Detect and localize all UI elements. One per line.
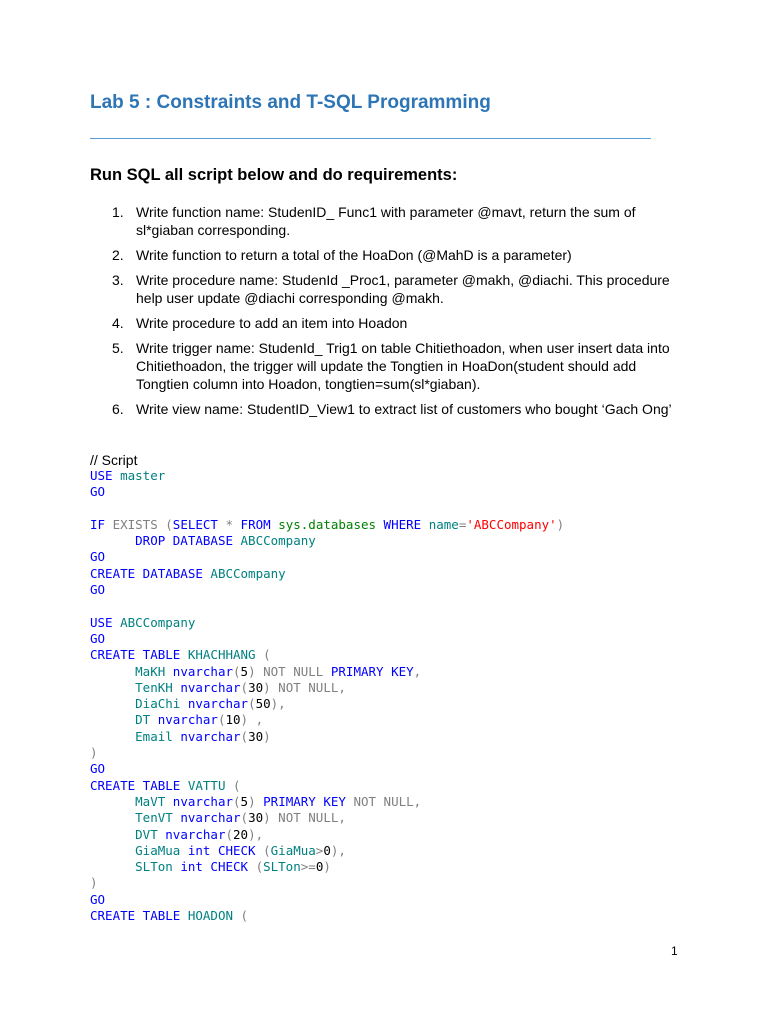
code-token: PRIMARY KEY xyxy=(263,793,354,809)
code-token: ( xyxy=(240,810,249,826)
code-token xyxy=(90,680,135,695)
code-token: name xyxy=(428,516,459,532)
list-item xyxy=(90,400,690,418)
code-token: 30 xyxy=(248,728,264,744)
code-line xyxy=(90,582,710,598)
code-token: ( xyxy=(233,793,241,809)
code-token: ) , xyxy=(240,712,264,728)
code-token: = xyxy=(458,516,467,532)
code-token: ( xyxy=(225,826,234,842)
code-token: TenVT xyxy=(135,810,181,826)
code-token: nvarchar xyxy=(172,793,234,809)
code-token: nvarchar xyxy=(180,679,241,695)
code-token: WHERE xyxy=(383,516,429,532)
title-divider xyxy=(90,138,651,139)
code-token: ( xyxy=(255,859,264,875)
code-token: MaVT xyxy=(135,793,173,809)
code-line xyxy=(90,647,710,663)
code-token: 5 xyxy=(240,793,249,809)
list-item-text: Write function to return a total of the HoaDon (@MahD is a parameter) xyxy=(136,247,572,263)
code-token: ( xyxy=(240,908,249,924)
code-token: 30 xyxy=(248,679,264,695)
code-token: sys.databases xyxy=(278,516,384,532)
code-token: ), xyxy=(330,842,346,858)
code-token: CREATE DATABASE xyxy=(90,565,211,581)
code-line xyxy=(90,566,710,582)
code-token: ( xyxy=(233,777,241,793)
code-token: nvarchar xyxy=(157,712,218,728)
code-token: ) NOT NULL, xyxy=(263,679,346,695)
code-token xyxy=(90,712,135,727)
list-number: 6. xyxy=(112,401,124,417)
code-line xyxy=(90,615,710,631)
code-token: GiaMua xyxy=(270,842,316,858)
code-token xyxy=(90,729,135,744)
code-line xyxy=(90,794,710,810)
code-token: EXISTS ( xyxy=(112,516,173,532)
code-line xyxy=(90,468,710,484)
code-line xyxy=(90,859,710,875)
code-token: ) NOT NULL xyxy=(248,663,331,679)
code-token: SLTon xyxy=(135,859,181,875)
list-number: 1. xyxy=(112,204,124,220)
code-line xyxy=(90,549,710,565)
list-number: 5. xyxy=(112,340,124,356)
code-token: HOADON xyxy=(187,908,241,924)
code-token: ( xyxy=(217,712,226,728)
code-line xyxy=(90,729,710,745)
code-token: CREATE TABLE xyxy=(90,647,188,663)
code-line xyxy=(90,908,710,924)
code-token: GO xyxy=(90,484,106,500)
list-item xyxy=(90,314,690,332)
code-token: DVT xyxy=(135,826,166,842)
code-token xyxy=(90,664,135,679)
code-token: GO xyxy=(90,549,106,565)
code-token: GO xyxy=(90,582,106,598)
code-line xyxy=(90,533,710,549)
code-token: ( xyxy=(240,679,249,695)
code-token: ( xyxy=(263,647,271,663)
code-token: ABCCompany xyxy=(240,533,316,549)
sql-code-block xyxy=(90,468,710,924)
code-token: GO xyxy=(90,891,106,907)
code-token: ( xyxy=(240,728,249,744)
code-token: * xyxy=(225,516,241,532)
code-line xyxy=(90,598,710,614)
code-token: nvarchar xyxy=(165,826,226,842)
list-item-text: Write procedure to add an item into Hoadon xyxy=(136,315,408,331)
code-token: TenKH xyxy=(135,679,181,695)
code-line xyxy=(90,875,710,891)
code-token: KHACHHANG xyxy=(187,647,264,663)
code-token: GiaMua xyxy=(135,842,188,858)
code-token: MaKH xyxy=(135,663,173,679)
code-token: GO xyxy=(90,630,106,646)
page-number: 1 xyxy=(671,944,678,958)
code-token xyxy=(90,859,135,874)
code-token: 0 xyxy=(315,859,324,875)
code-token: IF xyxy=(90,516,113,532)
code-token: DT xyxy=(135,712,158,728)
code-line xyxy=(90,827,710,843)
code-line xyxy=(90,517,710,533)
code-line xyxy=(90,484,710,500)
code-token: SLTon xyxy=(263,859,301,875)
code-token: master xyxy=(120,468,166,483)
code-token xyxy=(90,794,135,809)
list-item xyxy=(90,339,690,393)
code-token: ) xyxy=(323,859,331,875)
code-token: int CHECK xyxy=(187,842,264,858)
code-token xyxy=(90,696,135,711)
code-token: nvarchar xyxy=(187,696,249,712)
list-item-text: Write procedure name: StudenId _Proc1, parameter @makh, @diachi. This procedure help user update @diachi corresponding @makh. xyxy=(136,272,670,306)
code-token: 5 xyxy=(240,663,249,679)
code-line xyxy=(90,696,710,712)
code-token: ), xyxy=(270,696,286,712)
code-token: CREATE TABLE xyxy=(90,908,188,924)
code-line xyxy=(90,712,710,728)
page-title: Lab 5 : Constraints and T-SQL Programming xyxy=(90,92,491,113)
code-token: int CHECK xyxy=(180,859,256,875)
code-line xyxy=(90,843,710,859)
code-token: SELECT xyxy=(172,516,226,532)
script-comment: // Script xyxy=(90,452,138,468)
code-token: DiaChi xyxy=(135,696,188,712)
code-token: ) xyxy=(263,728,271,744)
list-item xyxy=(90,246,690,264)
code-token xyxy=(90,827,135,842)
code-token: ) xyxy=(90,745,98,761)
list-item-text: Write function name: StudenID_ Func1 with parameter @mavt, return the sum of sl*giaban corresponding. xyxy=(136,204,636,238)
code-token: ( xyxy=(233,663,241,679)
code-line xyxy=(90,501,710,517)
code-token: 'ABCCompany' xyxy=(466,516,557,532)
list-number: 4. xyxy=(112,315,124,331)
code-token: , xyxy=(413,663,422,679)
code-token: 50 xyxy=(255,696,271,712)
code-line xyxy=(90,680,710,696)
code-token: 0 xyxy=(323,842,331,858)
code-token: nvarchar xyxy=(180,810,241,826)
code-line xyxy=(90,892,710,908)
code-line xyxy=(90,778,710,794)
code-token xyxy=(90,533,135,548)
list-item xyxy=(90,203,690,239)
code-token: ) xyxy=(556,516,565,532)
code-token xyxy=(90,843,135,858)
list-item-text: Write trigger name: StudenId_ Trig1 on table Chitiethoadon, when user insert data into Chitiethoadon, the trigger will update the Tongtien in HoaDon(student should add Tongtien column into Hoadon, tongtien=sum(sl*giaban). xyxy=(136,340,670,392)
code-token: 10 xyxy=(225,712,241,728)
code-token: Email xyxy=(135,728,181,744)
code-line xyxy=(90,745,710,761)
code-token: CREATE TABLE xyxy=(90,777,188,793)
code-line xyxy=(90,631,710,647)
code-token: FROM xyxy=(240,516,279,532)
code-token: ), xyxy=(248,826,264,842)
code-token: ) NOT NULL, xyxy=(263,810,346,826)
requirements-list xyxy=(90,203,690,425)
code-token: ) xyxy=(90,875,98,891)
code-token: ( xyxy=(248,696,256,712)
code-token: 20 xyxy=(233,826,249,842)
code-token: NOT NULL, xyxy=(353,793,422,809)
code-token: PRIMARY KEY xyxy=(330,663,414,679)
list-number: 2. xyxy=(112,247,124,263)
code-token: >= xyxy=(300,859,316,875)
list-number: 3. xyxy=(112,272,124,288)
code-token: ABCCompany xyxy=(210,565,286,581)
code-line xyxy=(90,761,710,777)
code-token: ABCCompany xyxy=(120,614,196,630)
code-line xyxy=(90,810,710,826)
code-token: 30 xyxy=(248,810,264,826)
code-token: nvarchar xyxy=(172,663,234,679)
code-token: USE xyxy=(90,614,121,630)
code-token: USE xyxy=(90,468,121,483)
code-token: ) xyxy=(248,793,264,809)
code-token: GO xyxy=(90,761,106,777)
list-item xyxy=(90,271,690,307)
code-token: ( xyxy=(263,842,271,858)
code-token: VATTU xyxy=(187,777,233,793)
code-token: DROP DATABASE xyxy=(135,533,241,549)
code-token xyxy=(90,810,135,825)
list-item-text: Write view name: StudentID_View1 to extract list of customers who bought ‘Gach Ong’ xyxy=(136,401,672,417)
code-line xyxy=(90,664,710,680)
code-token: > xyxy=(315,842,324,858)
section-heading: Run SQL all script below and do requirements: xyxy=(90,166,458,184)
code-token: nvarchar xyxy=(180,728,241,744)
